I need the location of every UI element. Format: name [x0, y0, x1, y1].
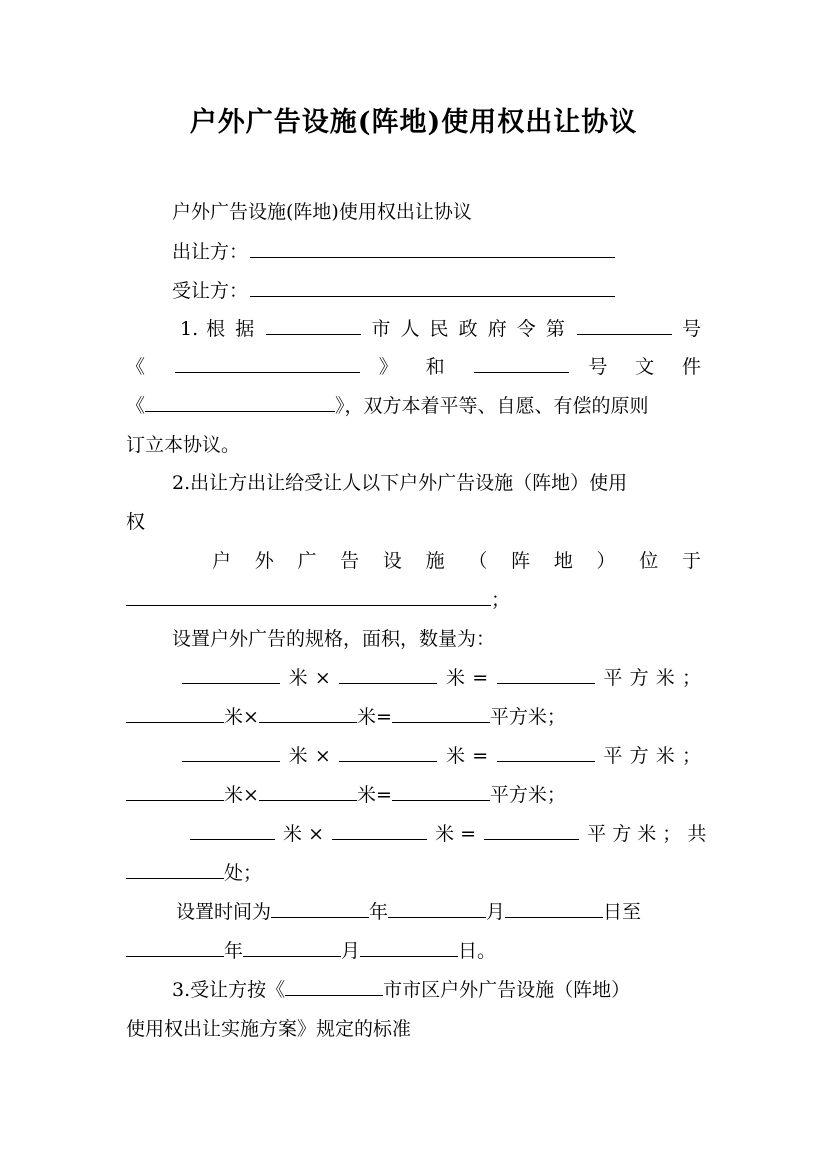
decree-title-blank[interactable] [175, 355, 360, 373]
length-blank-2[interactable] [126, 705, 224, 723]
party-a-blank[interactable] [250, 240, 615, 258]
clause1-doc-no: 号 文 件 [588, 356, 701, 378]
sqm-3: 平 方 米 ； [603, 745, 701, 767]
eq-5: 米 = [435, 823, 477, 845]
mi-2: 米 [224, 706, 244, 728]
clause1-line3 [126, 394, 701, 418]
day-end: 日。 [458, 940, 497, 962]
clause1-open1: 《 [126, 356, 156, 378]
count-blank[interactable] [126, 861, 224, 879]
sqm-total: 平 方 米 ； 共 [587, 823, 707, 845]
area-blank-5[interactable] [484, 822, 579, 840]
clause3-text-a: 3.受让方按《 [172, 979, 286, 1001]
sqm-4: 平方米； [489, 784, 566, 806]
width-blank-5[interactable] [332, 822, 427, 840]
clause3-line1 [172, 978, 701, 1002]
area-blank-3[interactable] [497, 744, 595, 762]
width-blank-2[interactable] [259, 705, 357, 723]
spec-row-2a [180, 744, 701, 768]
clause1-mid1: 市 人 民 政 府 令 第 [371, 318, 567, 340]
doc-title-blank[interactable] [145, 394, 335, 412]
party-b-blank[interactable] [250, 279, 615, 297]
month-1: 月 [486, 901, 506, 923]
spec-row-1b [126, 705, 701, 729]
sqm-1: 平 方 米 ； [603, 667, 701, 689]
party-a-label: 出让方： [172, 241, 249, 263]
length-blank-1[interactable] [182, 666, 280, 684]
times-2: × [243, 706, 259, 728]
eq-1: 米 = [446, 667, 489, 689]
location-label: 户 外 广 告 设 施 （ 阵 地 ） 位 于 [212, 550, 701, 572]
start-year-blank[interactable] [271, 900, 369, 918]
length-blank-3[interactable] [182, 744, 280, 762]
month-2: 月 [341, 940, 361, 962]
length-blank-5[interactable] [190, 822, 275, 840]
width-blank-3[interactable] [339, 744, 437, 762]
year-2: 年 [224, 940, 244, 962]
eq-3: 米 = [446, 745, 489, 767]
decree-no-blank[interactable] [577, 317, 672, 335]
spec-row-3a [188, 822, 707, 846]
clause1-line1 [180, 317, 701, 341]
eq-2: 米= [356, 706, 392, 728]
party-b-line [172, 279, 747, 303]
clause2-text-end: 权 [126, 511, 146, 533]
mi-5: 米 × [283, 823, 325, 845]
location-blank[interactable] [126, 588, 491, 606]
spec-row-1a [180, 666, 701, 690]
length-blank-4[interactable] [126, 783, 224, 801]
times-4: × [243, 784, 259, 806]
clause1-tail: 》，双方本着平等、自愿、有偿的原则 [335, 395, 649, 417]
area-blank-1[interactable] [497, 666, 595, 684]
city-blank[interactable] [266, 317, 361, 335]
location-line [126, 588, 701, 612]
width-blank-4[interactable] [259, 783, 357, 801]
clause1-open2: 《 [126, 395, 146, 417]
spec-label: 设置户外广告的规格，面积，数量为： [172, 628, 496, 650]
clause1-line2 [126, 355, 701, 379]
mi-4: 米 [224, 784, 244, 806]
spec-row-2b [126, 783, 701, 807]
area-blank-2[interactable] [392, 705, 490, 723]
clause2-text: 2.出让方出让给受让人以下户外广告设施（阵地）使用 [172, 472, 628, 494]
clause3-line2: 使用权出让实施方案》规定的标准 [126, 1018, 412, 1040]
document-subtitle: 户外广告设施(阵地)使用权出让协议 [172, 201, 472, 223]
mi-1: 米 × [288, 667, 331, 689]
document-title: 户外广告设施(阵地)使用权出让协议 [189, 107, 638, 138]
day-to: 日至 [603, 901, 642, 923]
time-line-2 [126, 939, 701, 963]
clause1-close1: 》 [378, 356, 409, 378]
plan-city-blank[interactable] [285, 978, 383, 996]
mi-3: 米 × [288, 745, 331, 767]
count-end: 处； [224, 862, 263, 884]
end-month-blank[interactable] [243, 939, 341, 957]
clause1-and: 和 [425, 356, 456, 378]
time-label: 设置时间为 [176, 901, 272, 923]
year-1: 年 [369, 901, 389, 923]
time-line-1 [176, 900, 701, 924]
width-blank-1[interactable] [339, 666, 437, 684]
clause1-mid2: 号 [681, 318, 701, 340]
party-b-label: 受让方： [172, 280, 249, 302]
count-line [126, 861, 701, 885]
start-month-blank[interactable] [388, 900, 486, 918]
clause1-end: 订立本协议。 [126, 434, 241, 456]
clause3-text-b: 市市区户外广告设施（阵地） [383, 979, 631, 1001]
clause1-prefix: 1. 根 据 [180, 318, 257, 340]
party-a-line [172, 240, 747, 264]
area-blank-4[interactable] [392, 783, 490, 801]
start-day-blank[interactable] [505, 900, 603, 918]
sqm-2: 平方米； [489, 706, 566, 728]
eq-4: 米= [356, 784, 392, 806]
location-end: ； [491, 589, 511, 611]
end-day-blank[interactable] [360, 939, 458, 957]
doc-no-blank[interactable] [474, 355, 569, 373]
end-year-blank[interactable] [126, 939, 224, 957]
